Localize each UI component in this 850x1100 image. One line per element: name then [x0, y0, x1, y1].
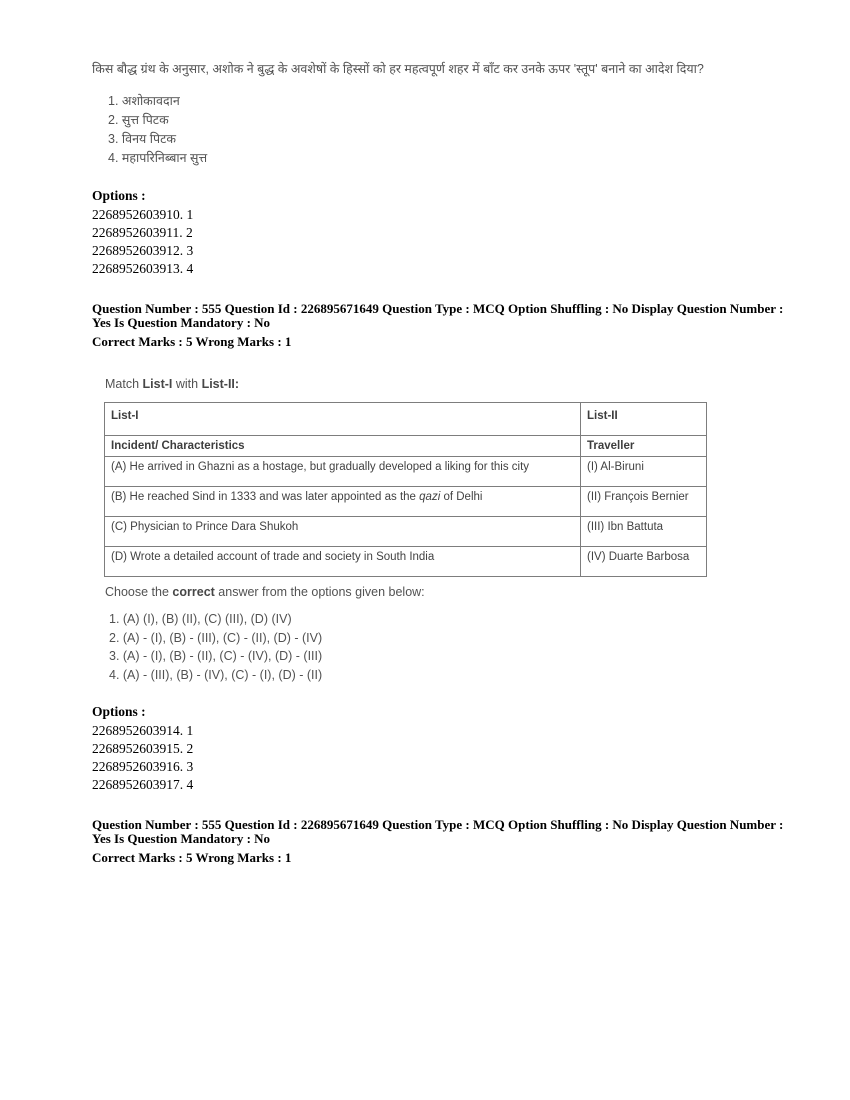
choose-suffix: answer from the options given below: [214, 585, 425, 599]
options-label-2: Options : [92, 704, 146, 719]
cell-incident-d [105, 547, 581, 577]
match-list1-label: List-I [142, 377, 173, 391]
choose-prefix: Choose the [105, 585, 173, 599]
option-id-2: 2268952603911. 2 [92, 225, 193, 240]
choice-item-4: 4. महापरिनिब्बान सुत्त [108, 151, 208, 165]
cell-incident-b [105, 487, 581, 517]
cell-traveller-b: (II) François Bernier [581, 487, 707, 517]
incident-text-post: of Delhi [440, 491, 483, 503]
meta-line-marks: Correct Marks : 5 Wrong Marks : 1 [92, 334, 292, 349]
question-meta-block-2 [92, 818, 790, 865]
question-1-choices [108, 92, 790, 168]
table-header-row [105, 403, 707, 436]
option-id-3: 2268952603916. 3 [92, 759, 194, 774]
cell-incident-a [105, 457, 581, 487]
option-id-list [92, 206, 790, 278]
choice-item-1: 1. अशोकावदान [108, 94, 180, 108]
match-table [104, 402, 707, 577]
cell-incident-c [105, 517, 581, 547]
table-subheader-incident: Incident/ Characteristics [105, 436, 581, 457]
option-id-2: 2268952603915. 2 [92, 741, 194, 756]
cell-traveller-c: (III) Ibn Battuta [581, 517, 707, 547]
match-middle: with [172, 377, 202, 391]
cell-traveller-a: (I) Al-Biruni [581, 457, 707, 487]
question-meta-block [92, 302, 790, 349]
match-prefix: Match [105, 377, 143, 391]
match-list2-label: List-II: [201, 377, 240, 391]
incident-text: (C) Physician to Prince Dara Shukoh [111, 521, 299, 533]
incident-italic: qazi [419, 491, 441, 503]
cell-traveller-d: (IV) Duarte Barbosa [581, 547, 707, 577]
match-instruction [105, 377, 790, 391]
table-row-b [105, 487, 707, 517]
table-row-a [105, 457, 707, 487]
table-header-list2: List-II [581, 403, 707, 436]
choose-instruction [105, 585, 790, 599]
answer-option-1: 1. (A) (I), (B) (II), (C) (III), (D) (IV) [109, 612, 292, 626]
meta-line-details: Question Number : 555 Question Id : 226895671649 Question Type : MCQ Option Shuffling : No Display Question Number : Yes Is Question Mandatory : No [92, 301, 784, 330]
option-id-1: 2268952603914. 1 [92, 723, 194, 738]
table-row-d [105, 547, 707, 577]
table-subheader-row [105, 436, 707, 457]
table-header-list1: List-I [105, 403, 581, 436]
choice-item-2: 2. सुत्त पिटक [108, 113, 169, 127]
option-id-3: 2268952603912. 3 [92, 243, 194, 258]
answer-option-4: 4. (A) - (III), (B) - (IV), (C) - (I), (D) - (II) [109, 667, 323, 682]
answer-option-2: 2. (A) - (I), (B) - (III), (C) - (II), (D) - (IV) [109, 630, 323, 645]
incident-text: (A) He arrived in Ghazni as a hostage, but gradually developed a liking for this city [111, 461, 530, 473]
incident-text: (B) He reached Sind in 1333 and was later appointed as the [111, 491, 420, 503]
meta-line-marks: Correct Marks : 5 Wrong Marks : 1 [92, 850, 292, 865]
question-2-choices [109, 610, 790, 684]
choice-item-3: 3. विनय पिटक [108, 132, 176, 146]
options-label: Options : [92, 188, 146, 203]
option-id-4: 2268952603917. 4 [92, 777, 194, 792]
table-subheader-traveller: Traveller [581, 436, 707, 457]
option-id-4: 2268952603913. 4 [92, 261, 194, 276]
incident-text: (D) Wrote a detailed account of trade and society in South India [111, 551, 435, 563]
choose-bold-word: correct [172, 585, 215, 599]
question-1-text: किस बौद्ध ग्रंथ के अनुसार, अशोक ने बुद्ध के अवशेषों के हिस्सों को हर महत्वपूर्ण शहर में बाँट कर उनके ऊपर 'स्तूप' बनाने का आदेश दिया? [92, 62, 704, 76]
answer-option-3: 3. (A) - (I), (B) - (II), (C) - (IV), (D) - (III) [109, 649, 323, 663]
option-id-1: 2268952603910. 1 [92, 207, 194, 222]
table-row-c [105, 517, 707, 547]
meta-line-details: Question Number : 555 Question Id : 226895671649 Question Type : MCQ Option Shuffling : No Display Question Number : Yes Is Question Mandatory : No [92, 817, 784, 846]
option-id-list-2 [92, 722, 790, 794]
